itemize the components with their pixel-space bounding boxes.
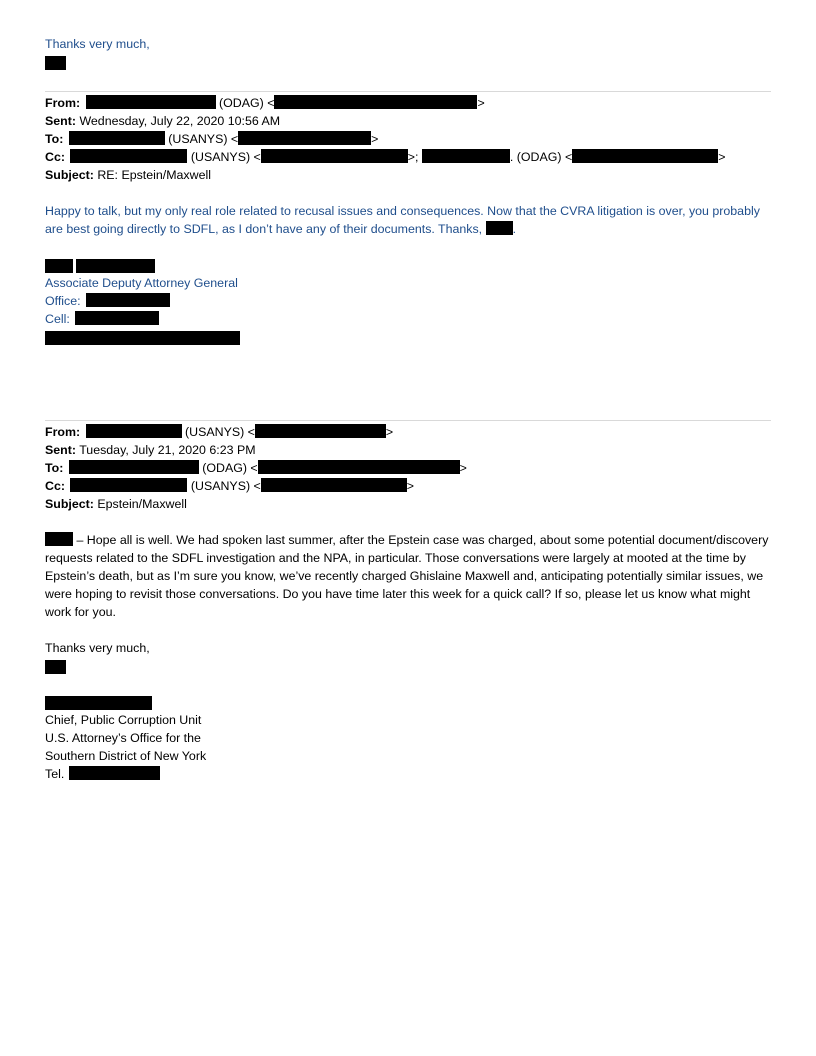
redaction xyxy=(75,311,159,325)
redaction xyxy=(86,95,216,109)
redaction xyxy=(69,460,199,474)
redaction xyxy=(45,660,66,674)
from-org: (ODAG) < xyxy=(219,96,275,110)
cc-sep: >; xyxy=(407,150,419,164)
email2-sent-line xyxy=(45,441,256,459)
subject-label: Subject: xyxy=(45,497,94,511)
sig-cell-label: Cell: xyxy=(45,312,70,326)
sig-line-1: Chief, Public Corruption Unit xyxy=(45,713,202,727)
sig-cell-line xyxy=(45,310,159,328)
redaction xyxy=(70,149,187,163)
redaction xyxy=(76,259,155,273)
redaction xyxy=(70,478,187,492)
sig-office-label: Office: xyxy=(45,294,81,308)
divider xyxy=(45,420,771,421)
sig-line-3: Southern District of New York xyxy=(45,749,207,763)
redaction xyxy=(45,532,73,546)
redaction xyxy=(69,766,160,780)
redaction xyxy=(45,56,66,70)
sig-tel-line xyxy=(45,765,160,783)
email1-sent-line xyxy=(45,112,280,130)
email2-closing: Thanks very much, xyxy=(45,641,150,655)
email2-body-text: – Hope all is well. We had spoken last summer, after the Epstein case was charged, about some potential document/discovery requests related to the SDFL investigation and the NPA, in particular. Those conversations were largely at mooted at the time by Epstein’s death, but as I’m sure you know, we’ve recently charged Ghislaine Maxwell and, anticipating potentially similar issues, we were hoping to revisit those conversations. Do you have time later this week for a quick call? If so, please let us know what might work for you. xyxy=(45,533,769,619)
subject-label: Subject: xyxy=(45,168,94,182)
from-end: > xyxy=(477,96,485,110)
redaction xyxy=(86,293,170,307)
email2-subject-line xyxy=(45,495,187,513)
email1-to-line xyxy=(45,130,378,148)
cc-org1: (USANYS) < xyxy=(190,150,261,164)
to-label: To: xyxy=(45,132,64,146)
email2-body xyxy=(45,531,775,621)
subject-value: RE: Epstein/Maxwell xyxy=(97,168,211,182)
from-org: (USANYS) < xyxy=(185,425,255,439)
redaction xyxy=(45,259,73,273)
cc-end: > xyxy=(718,150,726,164)
cc-org: (USANYS) < xyxy=(190,479,261,493)
sent-label: Sent: xyxy=(45,114,76,128)
redaction xyxy=(69,131,165,145)
to-org: (ODAG) < xyxy=(202,461,258,475)
subject-value: Epstein/Maxwell xyxy=(97,497,187,511)
redaction xyxy=(422,149,510,163)
sent-value: Tuesday, July 21, 2020 6:23 PM xyxy=(79,443,256,457)
cc-end: > xyxy=(406,479,415,493)
redaction xyxy=(45,331,240,345)
email1-from-line xyxy=(45,94,485,112)
to-org: (USANYS) < xyxy=(168,132,239,146)
redaction xyxy=(255,424,386,438)
to-end: > xyxy=(459,461,467,475)
redaction xyxy=(86,424,182,438)
from-end: > xyxy=(385,425,394,439)
redaction xyxy=(258,460,460,474)
cc-label: Cc: xyxy=(45,150,65,164)
to-label: To: xyxy=(45,461,64,475)
redaction xyxy=(261,478,407,492)
email2-cc-line xyxy=(45,477,414,495)
redaction xyxy=(45,696,152,710)
cc-label: Cc: xyxy=(45,479,65,493)
sent-label: Sent: xyxy=(45,443,76,457)
sig-tel-label: Tel. xyxy=(45,767,65,781)
sig-line-2: U.S. Attorney’s Office for the xyxy=(45,731,201,745)
email2-from-line xyxy=(45,423,393,441)
email1-body-text: Happy to talk, but my only real role related to recusal issues and consequences. Now that the CVRA litigation is over, you probably are best going directly to SDFL, as I don’t have any of their documents. Thanks, xyxy=(45,204,760,236)
redaction xyxy=(572,149,718,163)
from-label: From: xyxy=(45,96,81,110)
redaction xyxy=(274,95,477,109)
email2-to-line xyxy=(45,459,467,477)
top-closing: Thanks very much, xyxy=(45,37,150,51)
redaction xyxy=(486,221,513,235)
email1-subject-line xyxy=(45,166,211,184)
redaction xyxy=(261,149,408,163)
sig-title: Associate Deputy Attorney General xyxy=(45,276,238,290)
divider xyxy=(45,91,771,92)
cc-org2: . (ODAG) < xyxy=(509,150,573,164)
redaction xyxy=(238,131,371,145)
to-end: > xyxy=(371,132,379,146)
email1-cc-line xyxy=(45,148,725,166)
email1-body xyxy=(45,202,775,238)
sig-office-line xyxy=(45,292,170,310)
email1-body-end: . xyxy=(512,222,517,236)
from-label: From: xyxy=(45,425,81,439)
sent-value: Wednesday, July 22, 2020 10:56 AM xyxy=(79,114,281,128)
